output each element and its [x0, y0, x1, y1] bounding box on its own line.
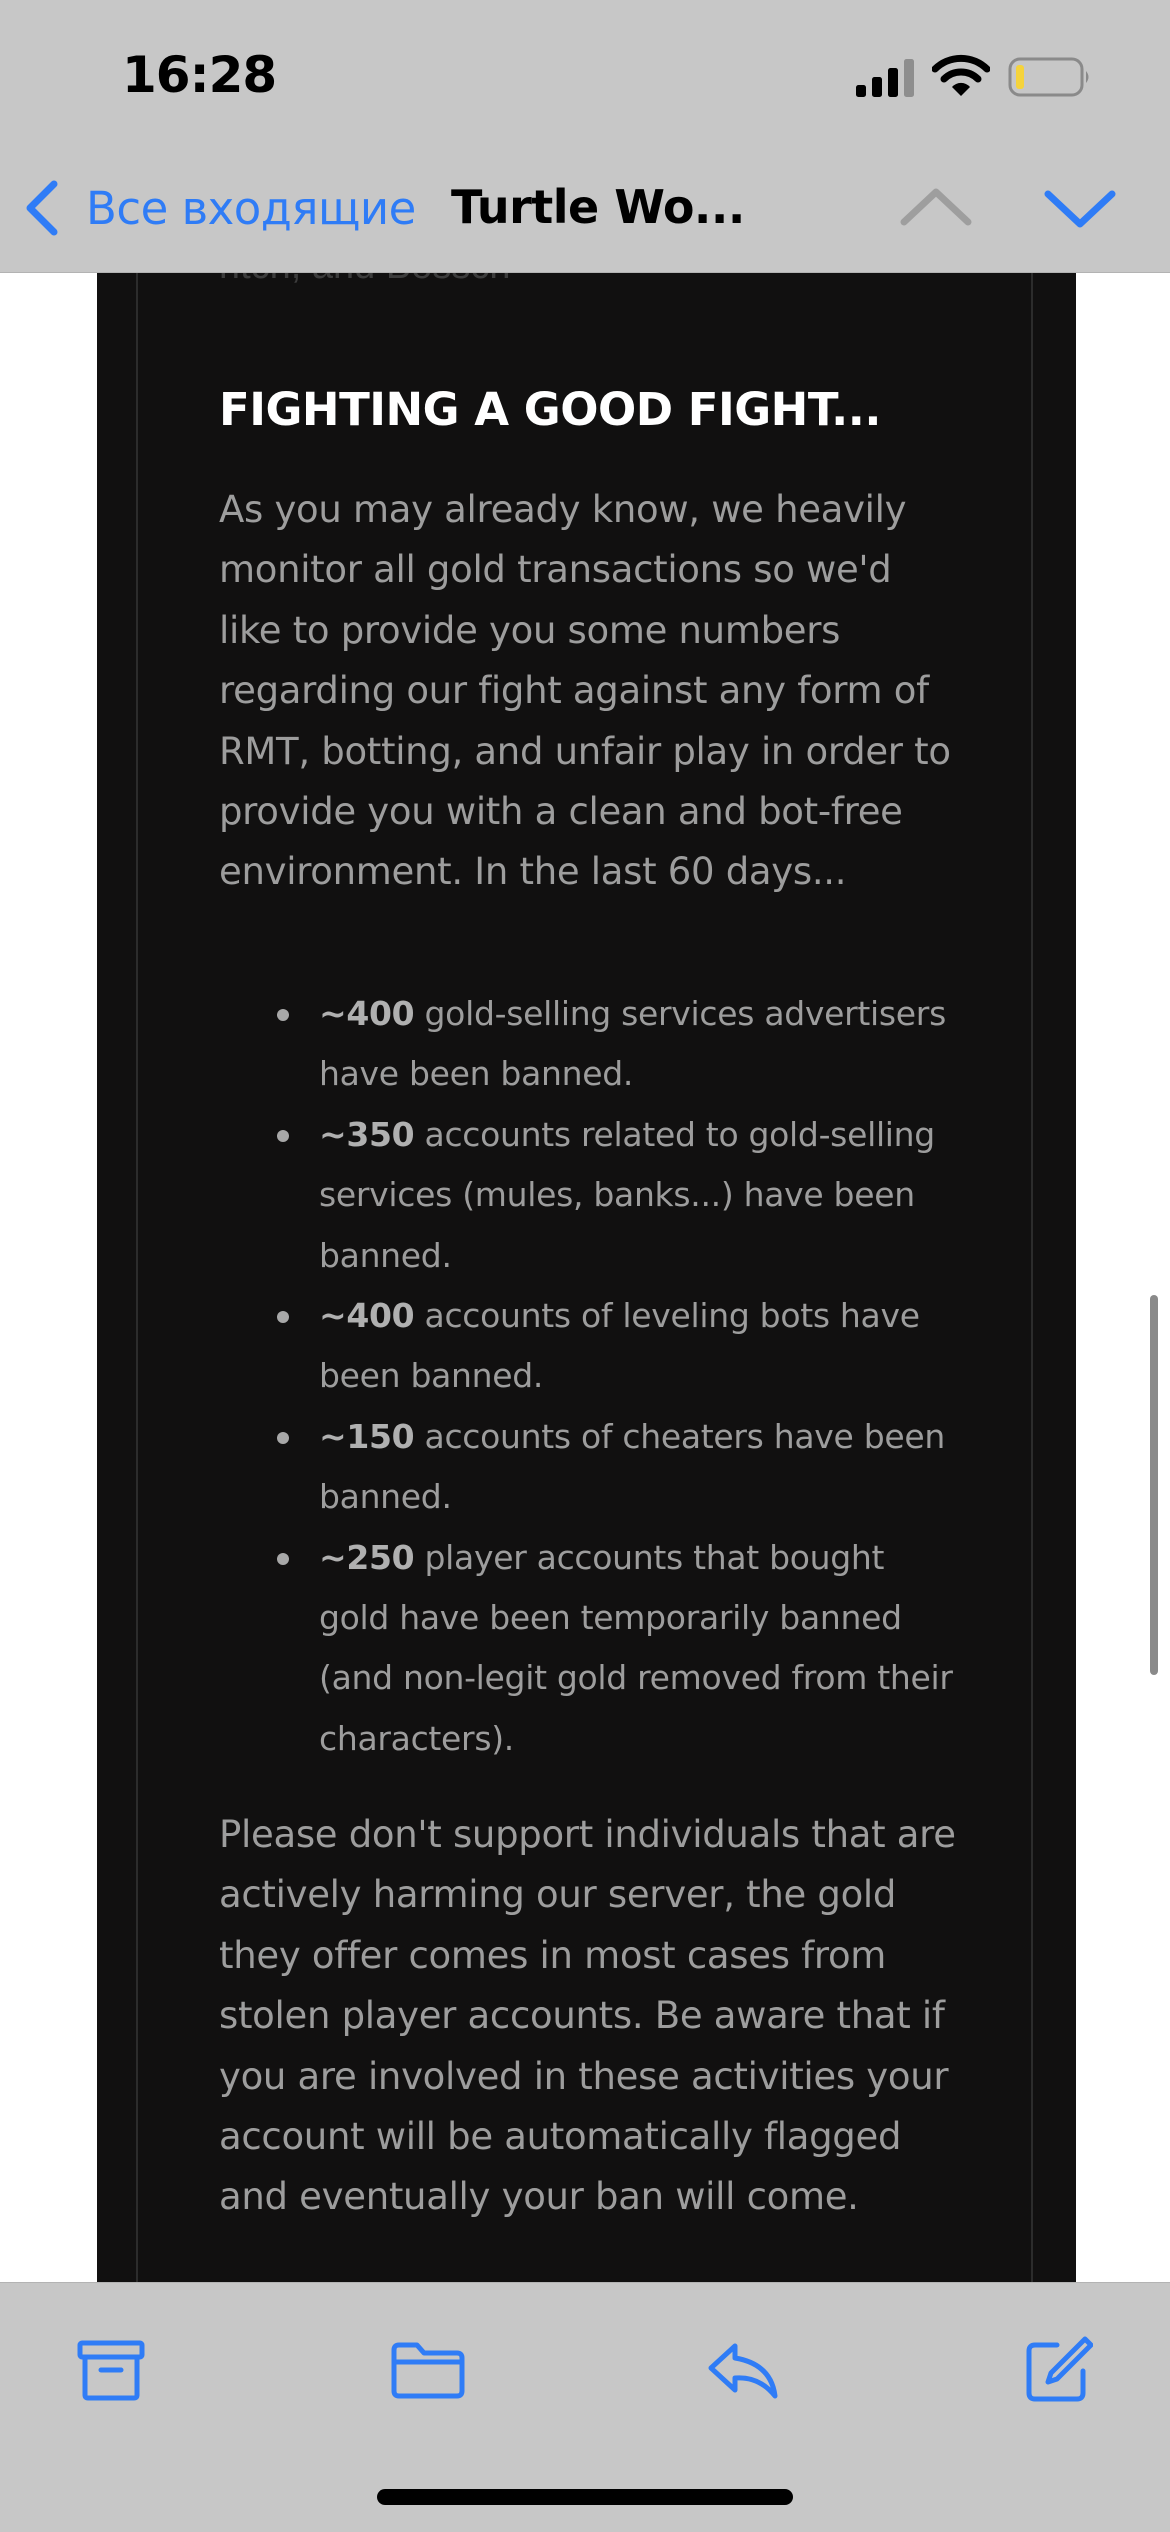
- chevron-up-icon: [898, 176, 974, 240]
- compose-icon: [1023, 2335, 1093, 2405]
- stat-count: ~250: [319, 1537, 415, 1577]
- top-bar: [0, 0, 1170, 273]
- battery-icon: [1008, 56, 1092, 98]
- bullet-dot: [277, 1553, 289, 1565]
- reply-button[interactable]: [698, 2325, 788, 2415]
- folder-icon: [390, 2340, 466, 2400]
- bullet-dot: [277, 1432, 289, 1444]
- next-message-button[interactable]: [1042, 176, 1118, 240]
- list-item: [219, 1105, 959, 1286]
- nav-title: Turtle Wo...: [451, 180, 745, 234]
- chevron-down-icon: [1042, 176, 1118, 240]
- back-button[interactable]: [22, 168, 416, 248]
- ban-stats-list: [219, 984, 959, 1769]
- stat-text: accounts of leveling bots have been banned.: [319, 1296, 920, 1396]
- stat-text: player accounts that bought gold have been temporarily banned (and non-legit gold removed from their characters).: [319, 1537, 953, 1758]
- reply-icon: [705, 2338, 781, 2402]
- back-button-label: Все входящие: [86, 181, 416, 235]
- archive-icon: [76, 2338, 146, 2402]
- stat-count: ~350: [319, 1114, 415, 1154]
- scroll-indicator[interactable]: [1150, 1295, 1158, 1675]
- archive-button[interactable]: [66, 2325, 156, 2415]
- list-item: [219, 984, 959, 1105]
- home-indicator[interactable]: [377, 2489, 793, 2505]
- status-time: 16:28: [122, 46, 277, 104]
- email-content-card: [97, 230, 1076, 2330]
- previous-message-button[interactable]: [898, 176, 974, 240]
- list-item: [219, 1407, 959, 1528]
- compose-button[interactable]: [1013, 2325, 1103, 2415]
- closing-paragraph: Please don't support individuals that are actively harming our server, the gold they offer comes in most cases from stolen player accounts. Be aware that if you are involved in these activities your account will be automatically flagged and eventually your ban will come.: [219, 1813, 956, 2219]
- wifi-icon: [932, 54, 990, 98]
- chevron-left-icon: [22, 179, 62, 237]
- move-to-folder-button[interactable]: [383, 2325, 473, 2415]
- stat-count: ~150: [319, 1416, 415, 1456]
- stat-count: ~400: [319, 994, 415, 1033]
- stat-count: ~400: [319, 1296, 415, 1336]
- stat-text: accounts related to gold-selling services (mules, banks...) have been banned.: [319, 1114, 935, 1275]
- bottom-toolbar: [0, 2282, 1170, 2532]
- list-item: [219, 1528, 959, 1770]
- bullet-dot: [277, 1130, 289, 1142]
- stat-text: gold-selling services advertisers have been banned.: [319, 994, 946, 1094]
- section-heading: FIGHTING A GOOD FIGHT...: [219, 383, 881, 436]
- bullet-dot: [277, 1311, 289, 1323]
- stat-text: accounts of cheaters have been banned.: [319, 1416, 945, 1517]
- intro-paragraph: As you may already know, we heavily monitor all gold transactions so we'd like to provide you some numbers regarding our fight against any form of RMT, botting, and unfair play in order to provide you with a clean and bot-free environment. In the last 60 days...: [219, 488, 951, 894]
- list-item: [219, 1286, 959, 1407]
- bullet-dot: [277, 1009, 289, 1021]
- cellular-signal-icon: [855, 58, 915, 98]
